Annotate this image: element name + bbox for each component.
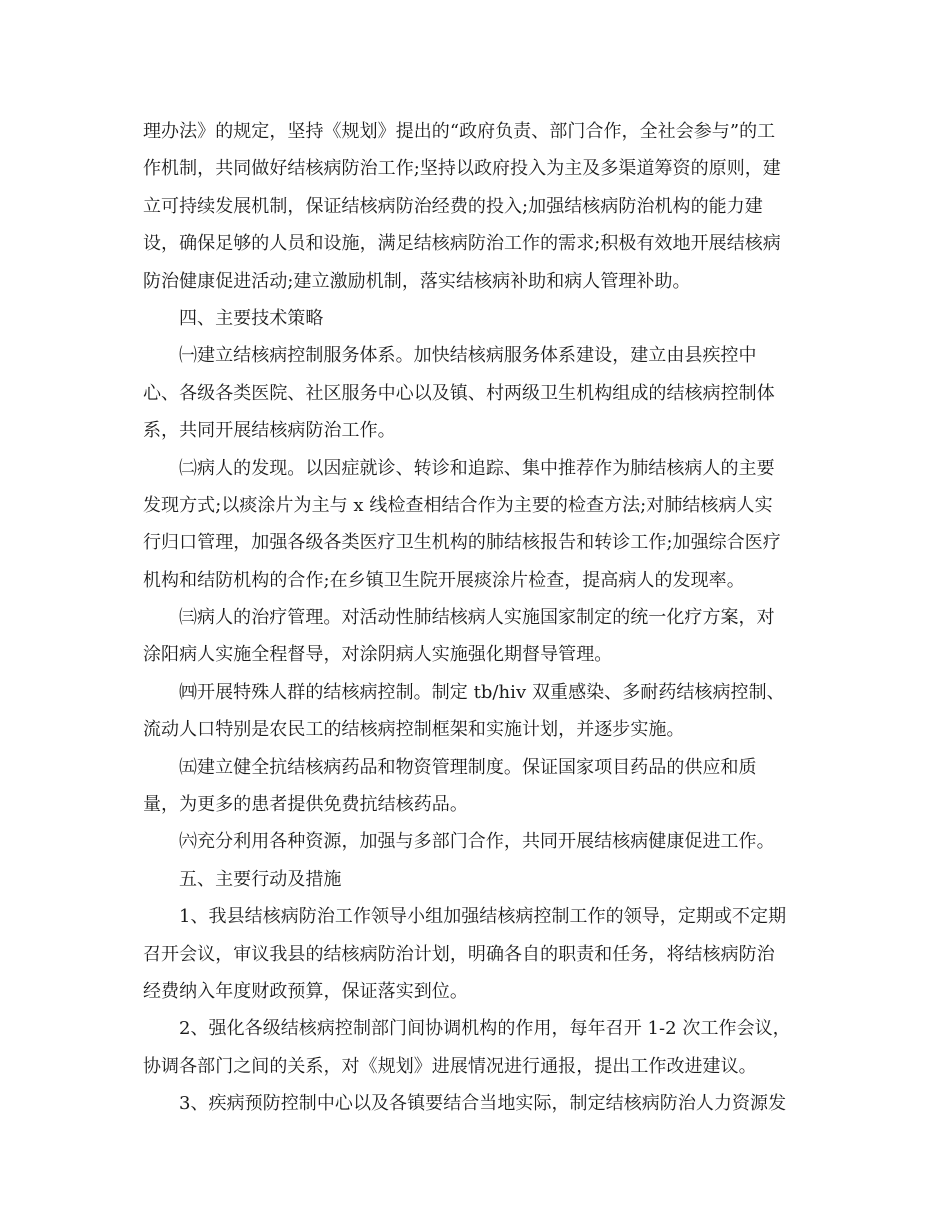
text-line: ㈤建立健全抗结核病药品和物资管理制度。保证国家项目药品的供应和质 (179, 756, 757, 778)
paragraph-4-1 (143, 337, 807, 449)
paragraph-4-2 (143, 450, 807, 600)
text-line: 机构和结防机构的合作;在乡镇卫生院开展痰涂片检查，提高病人的发现率。 (143, 569, 745, 591)
text-line: ㈥充分利用各种资源，加强与多部门合作，共同开展结核病健康促进工作。 (179, 831, 775, 853)
paragraph-4-6 (143, 823, 807, 860)
text-line: 1、我县结核病防治工作领导小组加强结核病控制工作的领导，定期或不定期 (179, 906, 787, 928)
text-line: 作机制，共同做好结核病防治工作;坚持以政府投入为主及多渠道筹资的原则，建 (143, 158, 781, 180)
text-line: 心、各级各类医院、社区服务中心以及镇、村两级卫生机构组成的结核病控制体 (143, 382, 775, 404)
text-line: 3、疾病预防控制中心以及各镇要结合当地实际，制定结核病防治人力资源发 (179, 1093, 787, 1115)
text-line: 理办法》的规定，坚持《规划》提出的“政府负责、部门合作，全社会参与”的工 (143, 121, 776, 142)
paragraph-4-4 (143, 674, 807, 749)
text-line: 2、强化各级结核病控制部门间协调机构的作用，每年召开 1-2 次工作会议， (179, 1018, 791, 1040)
heading-text: 五、主要行动及措施 (179, 868, 342, 890)
text-line: 涂阳病人实施全程督导，对涂阴病人实施强化期督导管理。 (143, 644, 613, 666)
paragraph-5-3 (143, 1085, 807, 1122)
text-line: 流动人口特别是农民工的结核病控制框架和实施计划，并逐步实施。 (143, 719, 685, 741)
text-line: 设，确保足够的人员和设施，满足结核病防治工作的需求;积极有效地开展结核病 (143, 233, 781, 255)
text-line: 经费纳入年度财政预算，保证落实到位。 (143, 980, 468, 1002)
paragraph-4-5 (143, 749, 807, 824)
section-heading-4 (143, 300, 807, 337)
text-line: 行归口管理，加强各级各类医疗卫生机构的肺结核报告和转诊工作;加强综合医疗 (143, 532, 781, 554)
paragraph-5-1 (143, 898, 807, 1010)
heading-text: 四、主要技术策略 (179, 307, 324, 329)
paragraph-5-2 (143, 1010, 807, 1085)
text-line: 召开会议，审议我县的结核病防治计划，明确各自的职责和任务，将结核病防治 (143, 943, 775, 965)
text-line: ㈢病人的治疗管理。对活动性肺结核病人实施国家制定的统一化疗方案，对 (179, 607, 775, 629)
paragraph-4-3 (143, 599, 807, 674)
text-line: ㈠建立结核病控制服务体系。加快结核病服务体系建设，建立由县疾控中 (179, 345, 757, 367)
paragraph-intro-continuation (143, 113, 807, 300)
text-line: 立可持续发展机制，保证结核病防治经费的投入;加强结核病防治机构的能力建 (143, 195, 763, 217)
text-line: 防治健康促进活动;建立激励机制，落实结核病补助和病人管理补助。 (143, 270, 691, 292)
text-line: 发现方式;以痰涂片为主与 x 线检查相结合作为主要的检查方法;对肺结核病人实 (143, 494, 773, 516)
text-line: ㈣开展特殊人群的结核病控制。制定 tb/hiv 双重感染、多耐药结核病控制、 (179, 681, 785, 703)
document-page (143, 113, 807, 1123)
text-line: ㈡病人的发现。以因症就诊、转诊和追踪、集中推荐作为肺结核病人的主要 (179, 457, 775, 479)
text-line: 量，为更多的患者提供免费抗结核药品。 (143, 794, 468, 816)
text-line: 系，共同开展结核病防治工作。 (143, 420, 396, 442)
text-line: 协调各部门之间的关系，对《规划》进展情况进行通报，提出工作改进建议。 (143, 1055, 757, 1077)
section-heading-5 (143, 861, 807, 898)
